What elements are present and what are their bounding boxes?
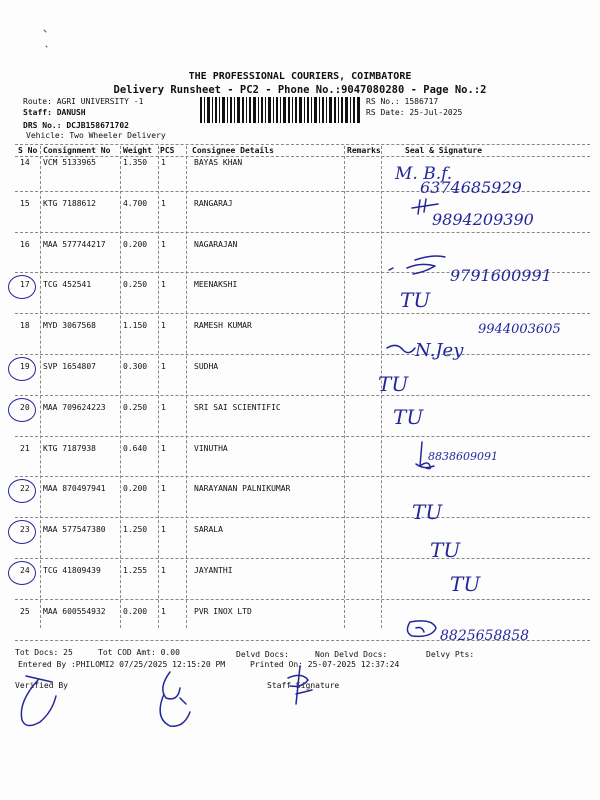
- handwritten-phone-r18: 9944003605: [478, 322, 561, 337]
- route-label: Route: AGRI UNIVERSITY -1: [23, 97, 144, 106]
- handwritten-phone-r21: 8838609091: [428, 450, 498, 463]
- tot-docs: Tot Docs: 25: [15, 648, 73, 657]
- cell-pcs: 1: [161, 566, 166, 575]
- cell-weight: 1.255: [123, 566, 148, 575]
- handwritten-mark-r23: TU: [430, 538, 461, 562]
- cell-consignment-no: KTG 7187938: [43, 443, 96, 453]
- cell-consignee: SUDHA: [194, 362, 219, 371]
- entered-by: Entered By :PHILOMI2 07/25/2025 12:15:20 PM: [18, 660, 226, 669]
- staff-signature-label: Staff Signature: [267, 681, 340, 690]
- delivery-points: Delvy Pts:: [426, 650, 475, 659]
- cell-sno: 23: [20, 525, 30, 535]
- handwritten-sign-r18: N.Jey: [415, 340, 464, 361]
- row-divider: [15, 558, 590, 559]
- verifier-signature: [12, 672, 62, 732]
- row-divider: [15, 517, 590, 518]
- drs-barcode: [200, 97, 360, 123]
- cell-consignment-no: KTG 7188612: [43, 198, 96, 208]
- cell-weight: 0.300: [123, 362, 148, 371]
- handwritten-mark-r22: TU: [412, 500, 443, 524]
- row-divider: [15, 599, 590, 600]
- cell-pcs: 1: [161, 158, 166, 167]
- row-divider: [15, 395, 590, 396]
- col-header-pcs: PCS: [160, 146, 175, 155]
- handwritten-phone-r15: 9894209390: [432, 210, 534, 229]
- cell-consignment-no: MAA 577744217: [43, 239, 106, 249]
- row-19-circle-mark: [8, 357, 36, 381]
- handwritten-mark-r19: TU: [378, 372, 409, 396]
- cell-pcs: 1: [161, 525, 166, 535]
- row-22-circle-mark: [8, 479, 36, 503]
- col-header-sno: S No: [18, 146, 38, 155]
- cell-pcs: 1: [161, 606, 166, 616]
- cell-consignment-no: TCG 452541: [43, 280, 92, 290]
- cell-sno: 15: [20, 198, 30, 208]
- cell-weight: 0.250: [123, 280, 148, 290]
- cell-consignment-no: MAA 870497941: [43, 484, 106, 494]
- drs-number: DRS No.: DCJB158671702: [23, 121, 129, 130]
- cell-weight: 4.700: [123, 198, 148, 208]
- row-divider: [15, 354, 590, 355]
- staff-signature: [282, 664, 322, 710]
- cell-weight: 1.150: [123, 321, 148, 331]
- non-delivered-docs: Non Delvd Docs:: [315, 650, 388, 659]
- verified-by-label: Verified By: [15, 681, 68, 690]
- cell-pcs: 1: [161, 443, 166, 453]
- cell-sno: 21: [20, 443, 30, 453]
- row-24-circle-mark: [8, 561, 36, 585]
- handwritten-initials-r14: M. B.f.: [395, 164, 453, 184]
- cell-consignment-no: SVP 1654807: [43, 362, 96, 371]
- cell-pcs: 1: [161, 239, 166, 249]
- vehicle-label: Vehicle: Two Wheeler Delivery: [26, 131, 166, 140]
- col-header-seal: Seal & Signature: [405, 146, 483, 155]
- col-header-consignment: Consignment No: [43, 146, 111, 155]
- row-23-circle-mark: [8, 520, 36, 544]
- stray-ink-dots: [40, 28, 60, 68]
- cell-consignment-no: VCM 5133965: [43, 158, 96, 167]
- cell-consignee: JAYANTHI: [194, 566, 233, 575]
- handwritten-mark-r20: TU: [393, 405, 424, 429]
- cell-consignee: NAGARAJAN: [194, 239, 238, 249]
- cell-weight: 0.200: [123, 484, 148, 494]
- cell-sno: 19: [20, 362, 30, 371]
- rs-date: RS Date: 25-Jul-2025: [366, 108, 463, 117]
- cell-consignment-no: MAA 600554932: [43, 606, 106, 616]
- cell-consignee: MEENAKSHI: [194, 280, 238, 290]
- cell-consignee: RAMESH KUMAR: [194, 321, 252, 331]
- cell-consignee: NARAYANAN PALNIKUMAR: [194, 484, 291, 494]
- cell-consignee: SARALA: [194, 525, 223, 535]
- cell-weight: 0.250: [123, 402, 148, 412]
- cell-pcs: 1: [161, 362, 166, 371]
- signature-scribble-r25: [402, 618, 440, 642]
- cell-weight: 0.200: [123, 239, 148, 249]
- entry-signature: [150, 668, 200, 732]
- cell-consignee: VINUTHA: [194, 443, 228, 453]
- cell-pcs: 1: [161, 321, 166, 331]
- cell-consignment-no: MAA 709624223: [43, 402, 106, 412]
- delivered-docs: Delvd Docs:: [236, 650, 289, 659]
- staff-label: Staff: DANUSH: [23, 108, 86, 117]
- row-divider: [15, 476, 590, 477]
- cell-sno: 17: [20, 280, 30, 290]
- runsheet-title: Delivery Runsheet - PC2 - Phone No.:9047080280 - Page No.:2: [113, 84, 487, 96]
- cod-amount: Tot COD Amt: 0.00: [98, 648, 180, 657]
- cell-weight: 1.350: [123, 158, 148, 167]
- cell-sno: 18: [20, 321, 30, 331]
- handwritten-mark-r17: TU: [400, 288, 431, 312]
- signature-scribble-r18: [385, 338, 425, 360]
- cell-consignment-no: MYD 3067568: [43, 321, 96, 331]
- cell-sno: 22: [20, 484, 30, 494]
- cell-sno: 25: [20, 606, 30, 616]
- cell-consignment-no: TCG 41809439: [43, 566, 101, 575]
- cell-sno: 14: [20, 158, 30, 167]
- col-header-remarks: Remarks: [347, 146, 381, 155]
- handwritten-phone-r16: 9791600991: [450, 266, 552, 285]
- cell-pcs: 1: [161, 484, 166, 494]
- cell-consignee: RANGARAJ: [194, 198, 233, 208]
- row-divider: [15, 436, 590, 437]
- row-17-circle-mark: [8, 275, 36, 299]
- handwritten-phone-r25: 8825658858: [440, 628, 530, 644]
- cell-consignment-no: MAA 577547380: [43, 525, 106, 535]
- row-divider: [15, 232, 590, 233]
- cell-pcs: 1: [161, 402, 166, 412]
- cell-pcs: 1: [161, 198, 166, 208]
- rs-number: RS No.: 1586717: [366, 97, 439, 106]
- cell-consignee: BAYAS KHAN: [194, 158, 243, 167]
- handwritten-phone-r14: 6374685929: [420, 178, 522, 197]
- cell-sno: 16: [20, 239, 30, 249]
- signature-scribble-r16: [385, 252, 455, 278]
- row-divider: [15, 313, 590, 314]
- signature-scribble-r21: [412, 440, 436, 472]
- signature-scribble-r15: [410, 196, 440, 216]
- handwritten-mark-r24: TU: [450, 572, 481, 596]
- printed-on: Printed On: 25-07-2025 12:37:24: [250, 660, 400, 669]
- cell-consignee: SRI SAI SCIENTIFIC: [194, 402, 281, 412]
- row-20-circle-mark: [8, 398, 36, 422]
- col-header-weight: Weight: [123, 146, 152, 155]
- cell-weight: 0.200: [123, 606, 148, 616]
- cell-pcs: 1: [161, 280, 166, 290]
- company-name: THE PROFESSIONAL COURIERS, COIMBATORE: [188, 71, 412, 82]
- cell-consignee: PVR INOX LTD: [194, 606, 252, 616]
- col-header-consignee: Consignee Details: [192, 146, 274, 155]
- cell-sno: 20: [20, 402, 30, 412]
- cell-weight: 1.250: [123, 525, 148, 535]
- cell-sno: 24: [20, 566, 30, 575]
- cell-weight: 0.640: [123, 443, 148, 453]
